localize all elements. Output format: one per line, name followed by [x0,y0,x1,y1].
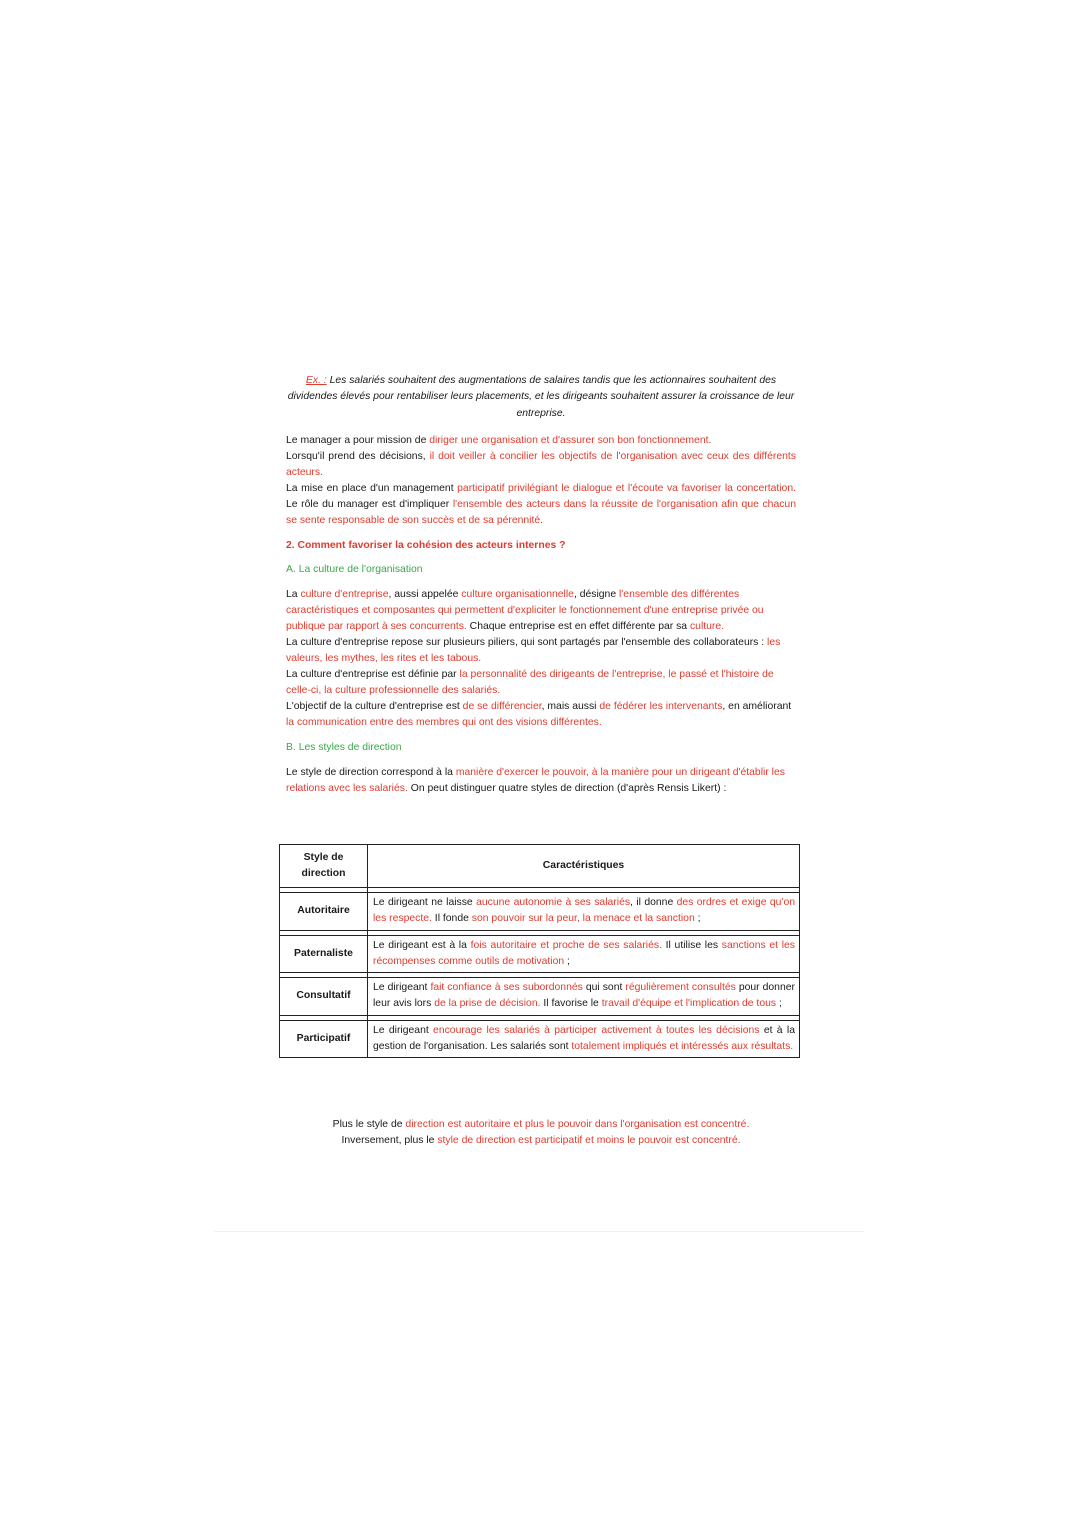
header-style: Style de direction [280,845,368,888]
text-run: La [286,588,301,600]
table-row [280,1020,800,1058]
highlight-run: son pouvoir sur la peur, la menace et la sanction [471,913,695,925]
style-description [368,1020,800,1058]
text-run: , en améliorant [722,700,792,712]
highlight-run: de se différencier [462,700,542,712]
style-description [368,978,800,1016]
text-run: Chaque entreprise est en effet différente par sa [466,620,690,632]
text-run: et à la gestion de l'organisation. Les salariés sont [373,1024,795,1053]
table-row [280,978,800,1016]
highlight-run: des ordres et exige qu'on les respecte. [373,897,795,925]
highlight-run: sanctions et les récompenses comme outils de motivation [373,939,796,967]
highlight-run: encourage les salariés à participer activement à toutes les décisions [433,1024,760,1036]
highlight-run: aucune autonomie à ses salariés [476,897,631,908]
document-body [286,373,796,797]
highlight-run: totalement impliqués et intéressés aux résultats. [571,1041,794,1053]
highlight-run: de la prise de décision. [434,998,541,1010]
highlight-run: la communication entre des membres qui ont des visions différentes. [286,716,602,728]
style-name: Autoritaire [280,893,368,931]
text-run: , désigne [573,588,619,600]
text-run: Lorsqu'il prend des décisions, [286,450,430,462]
text-run: La culture d'entreprise repose sur plusieurs piliers, qui sont partagés par l'ensemble des collaborateurs : [286,636,768,648]
text-run: Le rôle du manager est d'impliquer [286,498,453,510]
text-run: , aussi appelée [388,588,462,600]
highlight-run: participatif privilégiant le dialogue et l'écoute va favoriser la concertation. [457,482,797,494]
highlight-run: fois autoritaire et proche de ses salariés. [470,939,662,951]
table-row [280,893,800,931]
text-run: Le dirigeant [373,1024,434,1036]
text-run: On peut distinguer quatre styles de direction (d'après Rensis Likert) : [407,782,727,794]
highlight-run: la personnalité des dirigeants de l'entreprise, le passé et l'histoire de celle-ci, la culture professionnelle des salariés. [286,668,774,696]
direction-styles-table [279,844,800,1058]
highlight-run: de fédérer les intervenants [599,700,723,712]
text-run: ; [776,998,782,1010]
text-run: pour donner leur avis lors [373,982,795,1010]
text-run: L'objectif de la culture d'entreprise est [286,700,463,712]
style-name: Consultatif [280,978,368,1016]
text-run: Plus le style de [332,1119,406,1130]
highlight-run: culture organisationnelle [461,588,574,600]
text-run: Inversement, plus le [341,1135,438,1147]
text-run: qui sont [582,982,626,994]
culture-paragraph [286,587,796,731]
text-run: Il favorise le [540,998,602,1010]
section-2-heading: 2. Comment favoriser la cohésion des acteurs internes ? [286,539,566,551]
text-run: Il utilise les [661,939,722,951]
highlight-run: l'ensemble des acteurs dans la réussite de l'organisation afin que chacun se sente responsable de son succès et de sa pérennité. [286,498,796,526]
highlight-run: culture. [689,620,725,632]
highlight-run: direction est autoritaire et plus le pouvoir dans l'organisation est concentré. [405,1119,750,1130]
text-run: , mais aussi [541,700,600,712]
highlight-run: l'ensemble des différentes caractéristiques et composantes qui permettent d'expliciter le fonctionnement d'une entreprise privée ou publique par rapport à ses concurrents. [286,588,764,632]
conclusion [286,1117,796,1150]
text-run: Le dirigeant est à la [373,939,471,951]
style-name: Paternaliste [280,935,368,973]
highlight-run: diriger une organisation et d'assurer son bon fonctionnement. [429,434,712,446]
highlight-run: fait confiance à ses subordonnés [430,982,583,994]
highlight-run: manière d'exercer le pouvoir, à la manière pour un dirigeant d'établir les relations avec les salariés. [286,766,785,794]
highlight-run: il doit veiller à concilier les objectifs de l'organisation avec ceux des différents acteurs. [286,450,796,478]
manager-paragraph [286,433,796,529]
text-run: Il fonde [431,913,472,925]
highlight-run: style de direction est participatif et moins le pouvoir est concentré. [437,1135,741,1147]
text-run: ; [564,955,570,967]
style-description [368,893,800,931]
table-header-row [280,845,800,888]
section-b-heading: B. Les styles de direction [286,741,402,753]
highlight-run: travail d'équipe et l'implication de tous [601,998,777,1010]
example-text: Les salariés souhaitent des augmentations de salaires tandis que les actionnaires souhaitent des dividendes élevés pour rentabiliser leurs placements, et les dirigeants souhaitent assurer la croissance de leur entreprise. [287,375,795,419]
style-description [368,935,800,973]
page-divider [214,1231,864,1232]
highlight-run: les valeurs, les mythes, les rites et les tabous. [286,636,781,664]
text-run: Le manager a pour mission de [286,434,430,446]
highlight-run: régulièrement consultés [625,982,736,994]
section-a-heading: A. La culture de l'organisation [286,563,423,575]
header-caracteristiques: Caractéristiques [368,845,800,888]
text-run: Le style de direction correspond à la [286,766,456,778]
table-row [280,935,800,973]
text-run: La mise en place d'un management [286,482,458,494]
text-run: Le dirigeant ne laisse [373,897,477,908]
styles-intro [286,765,796,797]
text-run: , il donne [630,897,677,908]
text-run: Le dirigeant [373,982,431,994]
style-name: Participatif [280,1020,368,1058]
text-run: La culture d'entreprise est définie par [286,668,460,680]
highlight-run: culture d'entreprise [300,588,389,600]
text-run: ; [694,913,701,925]
example-note [286,373,796,422]
example-label: Ex. : [305,375,327,386]
